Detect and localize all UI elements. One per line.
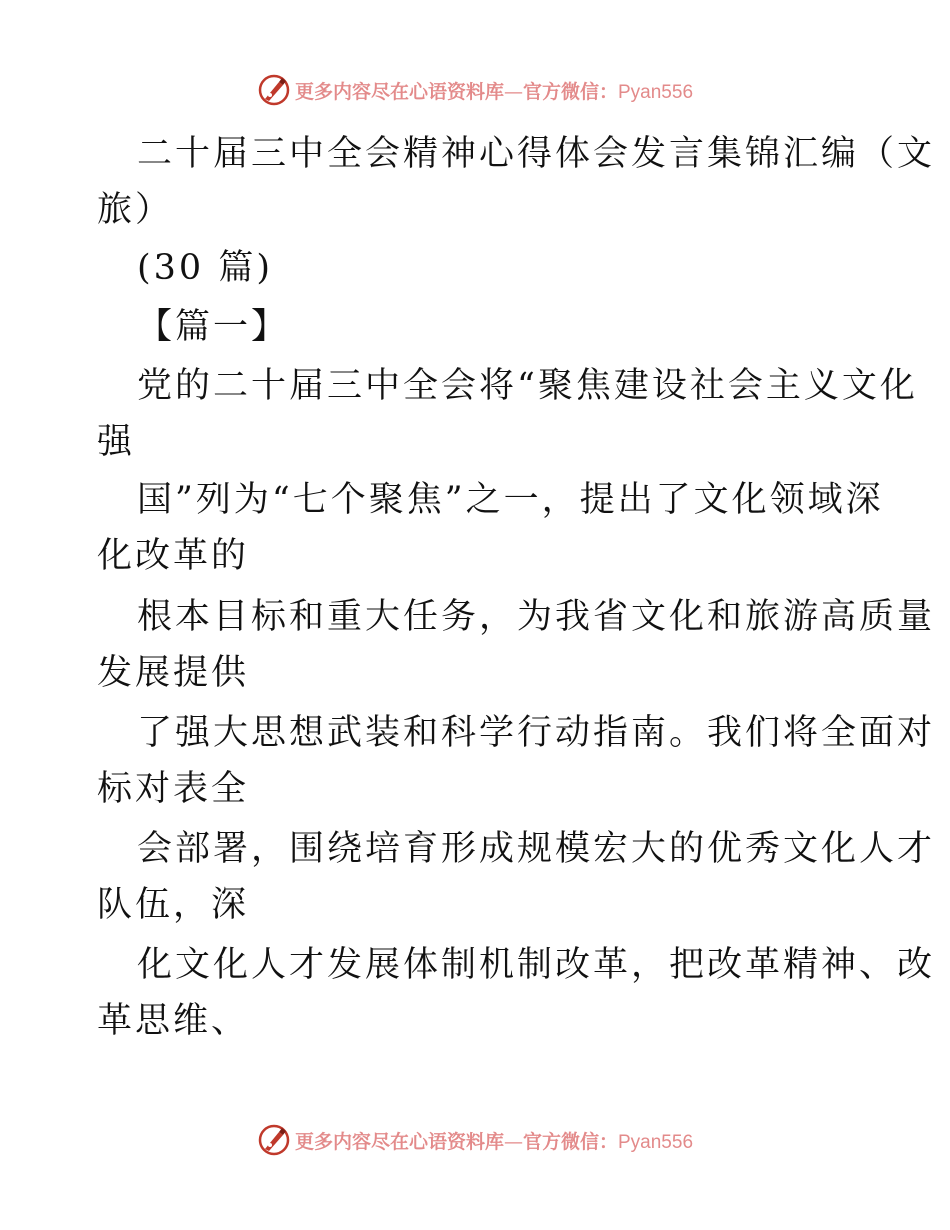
- header-wechat-id: Pyan556: [618, 81, 694, 103]
- paragraph-line: 国”列为“七个聚焦”之一，提出了文化领域深: [137, 480, 884, 520]
- header-banner-text: [295, 77, 693, 104]
- header-wechat-label: 官方微信：: [522, 80, 618, 103]
- paragraph-line: 会部署，围绕培育形成规模宏大的优秀文化人才: [137, 829, 936, 869]
- footer-banner-content: [257, 1123, 693, 1157]
- paragraph-line: 强: [97, 422, 136, 462]
- paragraph-line: 标对表全: [97, 769, 250, 809]
- footer-wechat-label: 官方微信：: [522, 1130, 618, 1153]
- section-heading: 【篇一】: [137, 307, 290, 347]
- footer-banner-text: [295, 1127, 693, 1154]
- title-line-1: 二十届三中全会精神心得体会发言集锦汇编（文: [137, 134, 936, 174]
- paragraph-line: 队伍，深: [97, 885, 250, 925]
- paragraph-line: 化文化人才发展体制机制改革，把改革精神、改: [137, 945, 936, 985]
- pen-logo-icon: [257, 73, 291, 107]
- paragraph-line: 化改革的: [97, 536, 250, 576]
- paragraph-line: 革思维、: [97, 1001, 250, 1041]
- header-site-name: 更多内容尽在心语资料库: [294, 80, 504, 103]
- footer-dash: —: [503, 1130, 523, 1153]
- paragraph-line: 发展提供: [97, 653, 250, 693]
- header-banner: [0, 70, 950, 110]
- header-banner-content: [257, 73, 693, 107]
- pen-logo-icon: [257, 1123, 291, 1157]
- title-line-2: 旅）: [97, 190, 174, 230]
- article-count: (30 篇): [137, 248, 273, 288]
- paragraph-line: 党的二十届三中全会将“聚焦建设社会主义文化: [137, 366, 918, 406]
- footer-banner: [0, 1120, 950, 1160]
- footer-wechat-id: Pyan556: [618, 1131, 694, 1153]
- paragraph-line: 了强大思想武装和科学行动指南。我们将全面对: [137, 713, 936, 753]
- header-dash: —: [503, 80, 523, 103]
- paragraph-line: 根本目标和重大任务，为我省文化和旅游高质量: [137, 597, 936, 637]
- footer-site-name: 更多内容尽在心语资料库: [294, 1130, 504, 1153]
